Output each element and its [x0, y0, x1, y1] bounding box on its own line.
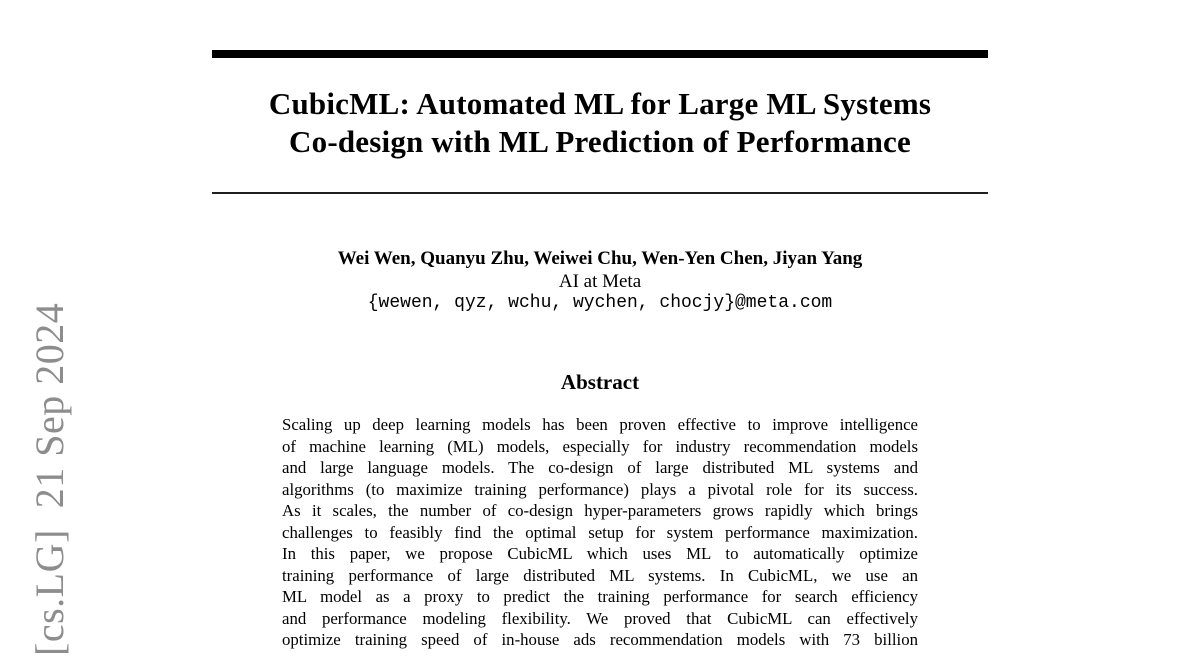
affiliation: AI at Meta	[558, 271, 642, 292]
abstract-line: of machine learning (ML) models, especially for industry recommendation models	[282, 436, 918, 456]
author-list: Wei Wen, Quanyu Zhu, Weiwei Chu, Wen-Yen Chen, Jiyan Yang	[337, 248, 863, 269]
title-rule-top	[212, 50, 988, 58]
abstract-line: Scaling up deep learning models has been proven effective to improve intelligence	[282, 415, 918, 434]
abstract-line: ML model as a proxy to predict the training performance for search efficiency	[282, 587, 918, 607]
abstract-line: In this paper, we propose CubicML which uses ML to automatically optimize	[282, 544, 918, 564]
abstract-heading: Abstract	[560, 370, 640, 394]
abstract-line: and large language models. The co-design of large distributed ML systems and	[282, 458, 918, 478]
abstract-line: training performance of large distributed ML systems. In CubicML, we use an	[282, 565, 918, 585]
paper-title-line-1: CubicML: Automated ML for Large ML Systems	[268, 86, 932, 121]
email-line: {wewen, qyz, wchu, wychen, chocjy}@meta.com	[367, 293, 833, 313]
abstract-body	[282, 414, 918, 651]
title-rule-bottom	[212, 192, 988, 194]
abstract-line: algorithms (to maximize training performance) plays a pivotal role for its success.	[282, 479, 918, 499]
abstract-line: As it scales, the number of co-design hyper-parameters grows rapidly which brings	[282, 501, 918, 521]
paper-title	[212, 85, 988, 161]
abstract-line: optimize training speed of in-house ads recommendation models with 73 billion	[282, 630, 918, 650]
abstract-line: and performance modeling flexibility. We proved that CubicML can effectively	[282, 608, 918, 628]
arxiv-watermark: [cs.LG] 21 Sep 2024	[27, 302, 72, 656]
abstract-line: challenges to feasibly find the optimal setup for system performance maximization.	[282, 522, 918, 542]
paper-title-line-2: Co-design with ML Prediction of Performance	[289, 124, 911, 159]
